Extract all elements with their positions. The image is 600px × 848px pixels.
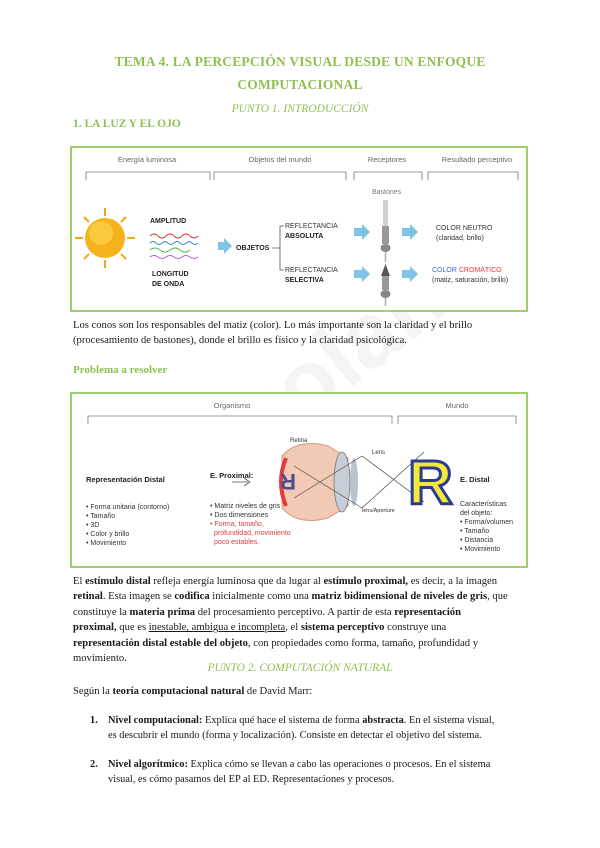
split-connector-up — [272, 226, 284, 248]
text-run: refleja energía luminosa que da lugar al — [150, 576, 324, 587]
title-line-2: COMPUTACIONAL — [237, 77, 363, 92]
list-item — [90, 713, 530, 744]
text-run: El — [73, 576, 86, 587]
wave-lines-icon — [150, 234, 198, 259]
prox-item-0: • Matriz niveles de gris — [210, 503, 281, 510]
prox-red-0: • Forma, tamaño, — [210, 521, 264, 528]
distal-item-3: • Movimiento — [460, 546, 501, 553]
label-claridad-brillo: (claridad, brillo) — [436, 235, 484, 242]
rep-item-3: • Color y brillo — [86, 531, 130, 538]
label-objetos: OBJETOS — [236, 245, 270, 252]
svg-text:R: R — [280, 469, 296, 494]
figure-eye-svg — [72, 394, 526, 566]
list-item-line-1 — [108, 759, 490, 770]
text-run: , el — [285, 622, 301, 634]
list-item — [90, 757, 530, 788]
paragraph-estimulo-line-2 — [73, 589, 528, 604]
punto-2-heading: PUNTO 2. COMPUTACIÓN NATURAL — [207, 662, 393, 674]
punto-1-heading: PUNTO 1. INTRODUCCIÓN — [231, 103, 369, 115]
bracket-receptores — [354, 172, 422, 180]
paragraph-estimulo-line-6: movimiento. — [73, 653, 127, 665]
title-line-1: TEMA 4. LA PERCEPCIÓN VISUAL DESDE UN ENFOQUE — [114, 54, 486, 69]
text-run: Según la — [73, 686, 113, 697]
text-run: que es — [116, 622, 149, 634]
text-run-bold: codifica — [174, 591, 210, 603]
text-run-bold: estímulo distal — [85, 576, 151, 587]
prox-item-1: • Dos dimensiones — [210, 512, 269, 519]
text-run: Explica cómo se llevan a cabo las operaciones o procesos. En el sistema — [187, 759, 491, 770]
label-mundo: Mundo — [445, 401, 469, 410]
label-reflectancia-2: REFLECTANCIA — [285, 267, 338, 274]
bracket-energia — [86, 172, 210, 180]
text-run-bold: sistema perceptivo — [300, 622, 385, 634]
list-item-text — [108, 757, 530, 788]
list-item-text — [108, 713, 530, 744]
list-number: 2. — [90, 759, 98, 770]
text-run: , que — [487, 591, 508, 603]
list-item-head: Nivel algorítmico: — [108, 759, 188, 770]
paragraph-estimulo-line-4 — [73, 620, 528, 635]
text-run-bold: teoría computacional natural — [112, 686, 245, 697]
text-run: , con propiedades como forma, tamaño, profundidad y — [247, 637, 479, 649]
paragraph-conos-line-2: (procesamiento de bastones), donde el brillo es físico y la claridad psicológica. — [73, 335, 407, 347]
label-de-onda: DE ONDA — [152, 281, 185, 288]
svg-text:R: R — [408, 449, 453, 518]
fig1-header-3: Resultado perceptivo — [441, 155, 513, 164]
arrow-icon — [402, 224, 418, 240]
paragraph-estimulo-line-1 — [73, 574, 528, 589]
label-retina: Retina — [290, 438, 308, 444]
text-run: de David Marr: — [244, 686, 313, 697]
section-heading-problema: Problema a resolver — [73, 364, 168, 376]
paragraph-conos — [73, 318, 528, 349]
figure-eye-proximal-distal — [70, 392, 528, 568]
distal-item-2: • Distancia — [460, 537, 494, 544]
label-color-neutro: COLOR NEUTRO — [436, 225, 493, 232]
bracket-objetos — [214, 172, 346, 180]
label-reflectancia-1: REFLECTANCIA — [285, 223, 338, 230]
label-bastones: Bastones — [372, 189, 402, 196]
distal-item-0: • Forma/volumen — [460, 519, 514, 526]
distal-head-1: del objeto: — [460, 510, 493, 517]
label-lens: Lens — [372, 450, 386, 456]
rep-item-0: • Forma unitaria (contorno) — [86, 504, 170, 511]
paragraph-estimulo-line-3 — [73, 605, 528, 620]
text-run-bold: retinal — [73, 591, 103, 603]
list-item-line-2: visual, es cómo pasamos del EP al ED. Representaciones y procesos. — [108, 774, 395, 786]
text-run: del procesamiento perceptivo. A partir de esta — [195, 606, 395, 618]
figure-light-eye — [70, 146, 528, 312]
fig1-header-2: Receptores — [367, 155, 407, 164]
label-e-proximal: E. Proximal: — [210, 471, 254, 480]
figure-light-eye-svg — [72, 148, 526, 310]
distal-item-1: • Tamaño — [460, 528, 490, 535]
list-item-head: Nivel computacional: — [108, 715, 203, 726]
bracket-mundo — [398, 416, 516, 424]
paragraph-marr — [73, 684, 528, 699]
text-run-bold: materia prima — [129, 606, 196, 618]
label-lens-aperture: lens/Aperture — [362, 508, 395, 514]
arrow-icon — [354, 266, 370, 282]
distal-r-icon — [408, 449, 453, 518]
fig1-header-1: Objetos del mundo — [248, 155, 312, 164]
text-run-bold: representación distal estable del objeto — [73, 637, 248, 649]
text-run-bold: matriz bidimensional de niveles de gris — [311, 591, 488, 603]
label-cromatico-word: CROMÁTICO — [458, 267, 502, 274]
label-longitud: LONGITUD — [152, 271, 189, 278]
text-run-bold: proximal, — [73, 622, 117, 634]
cone-cell-icon — [381, 264, 391, 306]
text-run: constituye la — [73, 606, 130, 618]
eye-diagram-icon — [280, 444, 424, 521]
label-rep-distal: Representación Distal — [86, 475, 165, 484]
text-run-bold: estímulo proximal, — [323, 576, 409, 587]
arrow-icon — [354, 224, 370, 240]
label-e-distal: E. Distal — [460, 475, 490, 484]
label-organismo: Organismo — [213, 401, 251, 410]
rep-item-1: • Tamaño — [86, 513, 116, 520]
text-run-bold: abstracta — [362, 715, 404, 726]
label-matiz-saturacion: (matiz, saturación, brillo) — [432, 277, 509, 284]
paragraph-conos-line-1: Los conos son los responsables del matiz (color). Lo más importante son la claridad y el brillo — [73, 320, 473, 331]
text-run: construye una — [384, 622, 447, 634]
label-amplitud: AMPLITUD — [150, 218, 187, 225]
text-run: . En el sistema visual, — [403, 715, 495, 726]
rep-item-2: • 3D — [86, 522, 100, 529]
paragraph-estimulo — [73, 574, 528, 666]
bracket-resultado — [428, 172, 518, 180]
label-selectiva: SELECTIVA — [285, 277, 324, 284]
label-color-prefix: COLOR — [432, 267, 459, 274]
section-heading-luz-ojo: 1. LA LUZ Y EL OJO — [73, 118, 181, 130]
page-title — [60, 50, 540, 96]
rep-item-4: • Movimiento — [86, 540, 127, 547]
list-item-line-1 — [108, 715, 494, 726]
label-absoluta: ABSOLUTA — [285, 233, 324, 240]
bracket-organismo — [88, 416, 392, 424]
fig1-header-0: Energía luminosa — [117, 155, 177, 164]
text-run: inicialmente como una — [209, 591, 312, 603]
rod-cell-icon — [381, 200, 391, 262]
text-run-bold: representación — [394, 606, 461, 618]
distal-head-0: Características — [460, 501, 507, 508]
list-number: 1. — [90, 715, 98, 726]
arrow-icon — [218, 238, 232, 254]
prox-red-2: poco estables. — [214, 539, 260, 546]
sun-icon — [75, 208, 135, 268]
text-run: . Esta imagen se — [102, 591, 175, 603]
list-item-line-2: es descubrir el mundo (forma y localización). Consiste en detectar el objetivo del sistema. — [108, 730, 482, 742]
prox-red-1: profundidad, movimiento — [214, 530, 291, 537]
arrow-icon — [402, 266, 418, 282]
text-run-underline: inestable, ambigua e incompleta — [148, 622, 286, 634]
text-run: es decir, a la imagen — [408, 576, 498, 587]
paragraph-estimulo-line-5 — [73, 636, 528, 651]
text-run: Explica qué hace el sistema de forma — [202, 715, 363, 726]
split-connector-down — [280, 248, 284, 270]
label-color-cromatico — [432, 265, 502, 274]
